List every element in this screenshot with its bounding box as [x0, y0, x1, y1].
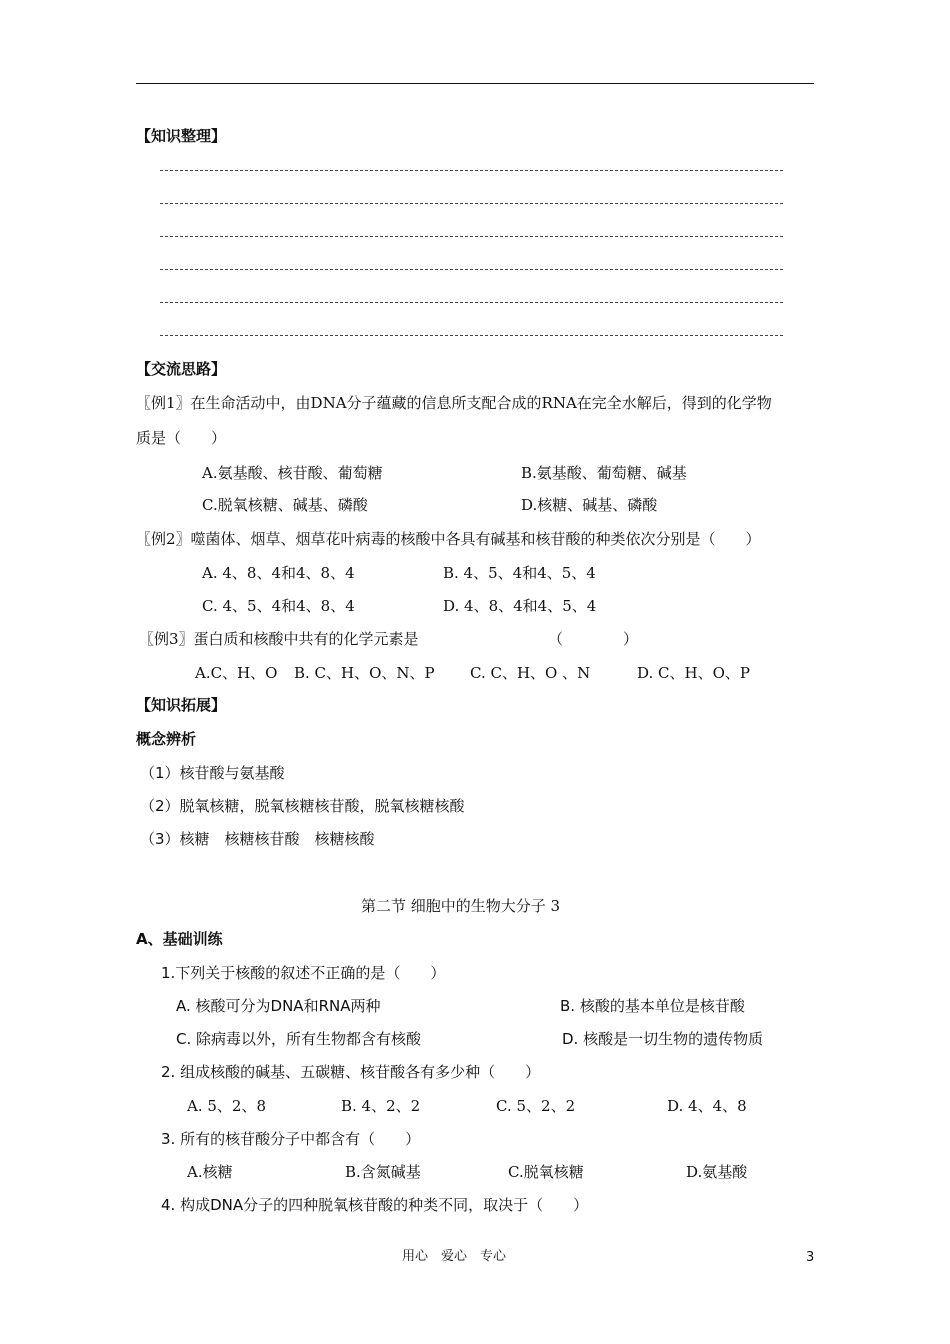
example1-option-a: A.氨基酸、核苷酸、葡萄糖 — [202, 464, 383, 482]
footer-motto: 用心 爱心 专心 — [402, 1249, 507, 1264]
question-2-option-c: C. 5、2、2 — [496, 1097, 576, 1115]
knowledge-heading: 【知识整理】 — [136, 127, 227, 145]
answer-line — [160, 302, 783, 303]
example1-option-d: D.核糖、碱基、磷酸 — [521, 496, 658, 514]
question-2-option-b: B. 4、2、2 — [341, 1097, 421, 1115]
example3-option-d: D. C、H、O、P — [637, 664, 750, 682]
question-1-option-c: C. 除病毒以外，所有生物都含有核酸 — [176, 1030, 422, 1048]
answer-line — [160, 203, 783, 204]
concept-item-2: （2）脱氧核糖，脱氧核糖核苷酸，脱氧核糖核酸 — [140, 797, 465, 815]
answer-line — [160, 236, 783, 237]
question-3-option-d: D.氨基酸 — [686, 1163, 748, 1181]
training-heading: A、基础训练 — [136, 930, 223, 948]
answer-line — [160, 170, 783, 171]
question-2-option-a: A. 5、2、8 — [187, 1097, 266, 1115]
page-number: 3 — [806, 1250, 815, 1265]
example2-option-c: C. 4、5、4和4、8、4 — [202, 597, 355, 615]
example1-option-c: C.脱氧核糖、碱基、磷酸 — [202, 496, 368, 514]
question-2-option-d: D. 4、4、8 — [667, 1097, 747, 1115]
section-title: 第二节 细胞中的生物大分子 3 — [361, 897, 561, 915]
answer-line — [160, 269, 783, 270]
example1-option-b: B.氨基酸、葡萄糖、碱基 — [521, 464, 687, 482]
question-4: 4. 构成DNA分子的四种脱氧核苷酸的种类不同，取决于（ ） — [161, 1196, 589, 1214]
example1-stem-cont: 质是（ ） — [136, 429, 227, 447]
question-3-option-b: B.含氮碱基 — [345, 1163, 421, 1181]
question-3-option-c: C.脱氧核糖 — [508, 1163, 584, 1181]
question-1-option-b: B. 核酸的基本单位是核苷酸 — [560, 997, 745, 1015]
question-1-option-a: A. 核酸可分为DNA和RNA两种 — [176, 997, 381, 1015]
example2-option-b: B. 4、5、4和4、5、4 — [443, 564, 596, 582]
example2-option-a: A. 4、8、4和4、8、4 — [202, 564, 355, 582]
example1-stem: 〖例1〗在生命活动中，由DNA分子蕴藏的信息所支配合成的RNA在完全水解后，得到的化学物 — [136, 394, 772, 412]
answer-line — [160, 335, 783, 336]
example3-option-c: C. C、H、O 、N — [470, 664, 591, 682]
example3-option-a: A.C、H、O — [195, 664, 278, 682]
example3-answer-paren: （ ） — [548, 630, 639, 648]
question-3: 3. 所有的核苷酸分子中都含有（ ） — [161, 1130, 421, 1148]
concept-subheading: 概念辨析 — [136, 730, 197, 748]
question-2: 2. 组成核酸的碱基、五碳糖、核苷酸各有多少种（ ） — [161, 1063, 541, 1081]
example3-stem: 〖例3〗蛋白质和核酸中共有的化学元素是 — [139, 630, 419, 648]
question-1: 1.下列关于核酸的叙述不正确的是（ ） — [161, 964, 446, 982]
header-rule — [136, 83, 814, 84]
question-1-option-d: D. 核酸是一切生物的遗传物质 — [562, 1030, 764, 1048]
exchange-heading: 【交流思路】 — [136, 360, 227, 378]
example2-stem: 〖例2〗噬菌体、烟草、烟草花叶病毒的核酸中各具有碱基和核苷酸的种类依次分别是（ ） — [136, 530, 761, 548]
example2-option-d: D. 4、8、4和4、5、4 — [443, 597, 597, 615]
concept-item-1: （1）核苷酸与氨基酸 — [140, 764, 285, 782]
concept-item-3: （3）核糖 核糖核苷酸 核糖核酸 — [140, 830, 375, 848]
example3-option-b: B. C、H、O、N、P — [294, 664, 435, 682]
question-3-option-a: A.核糖 — [187, 1163, 233, 1181]
extension-heading: 【知识拓展】 — [136, 696, 227, 714]
